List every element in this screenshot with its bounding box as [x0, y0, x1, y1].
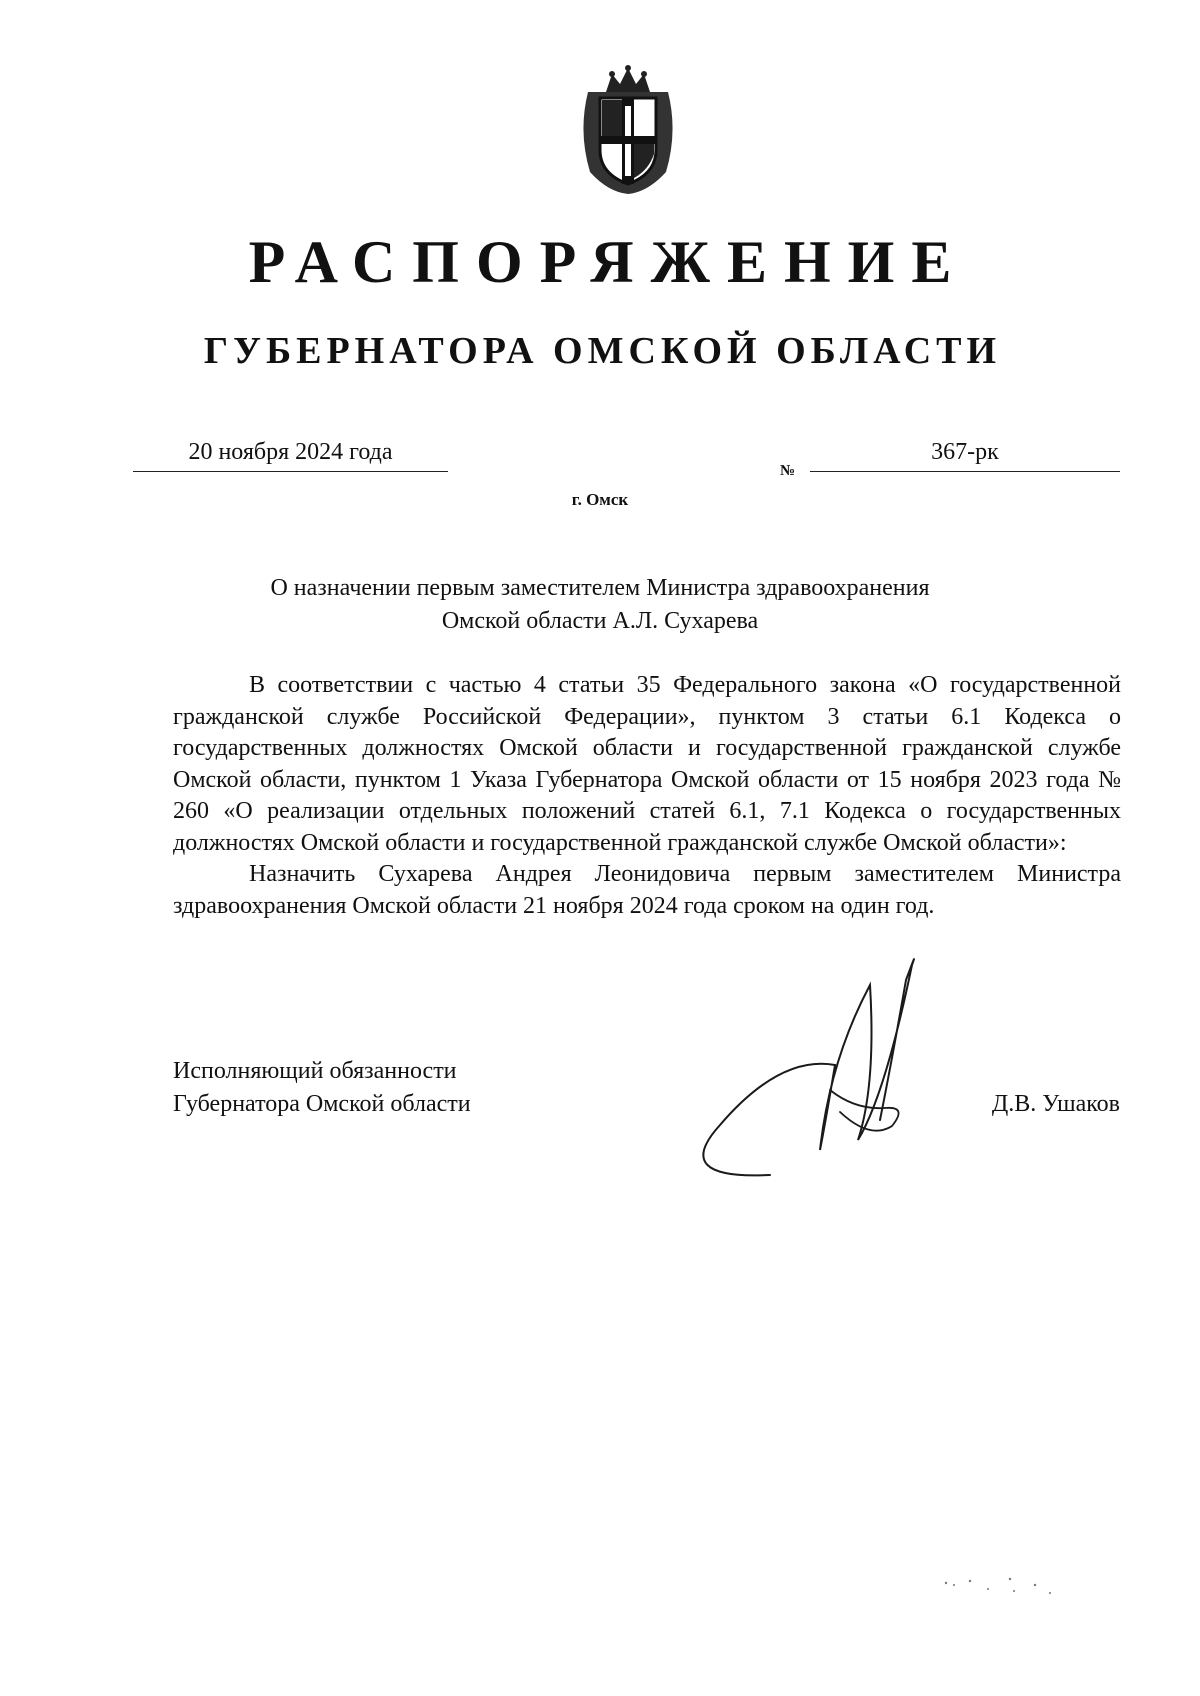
- number-label: №: [780, 463, 796, 479]
- document-body: [173, 670, 1121, 922]
- handwritten-signature-icon: [680, 940, 970, 1210]
- body-paragraph-1: В соответствии с частью 4 статьи 35 Федерального закона «О государственной гражданской службе Российской Федерации», пунктом 3 статьи 6.1 Кодекса о государственных должностях Омской области и государственной гражданской службе Омской области, пунктом 1 Указа Губернатора Омской области от 15 ноября 2023 года № 260 «О реализации отдельных положений статей 6.1, 7.1 Кодекса о государственных должностях Омской области и государственной гражданской службе Омской области»:: [173, 672, 1121, 856]
- signatory-position-line-2: Губернатора Омской области: [173, 1091, 471, 1117]
- document-number: 367-рк: [810, 438, 1120, 472]
- subject-line-2: Омской области А.Л. Сухарева: [441, 608, 759, 634]
- document-subtitle: ГУБЕРНАТОРА ОМСКОЙ ОБЛАСТИ: [203, 330, 1002, 372]
- signer-name: Д.В. Ушаков: [991, 1091, 1120, 1117]
- document-subject: [200, 572, 1000, 638]
- signatory-position: [173, 1055, 471, 1121]
- signatory-position-line-1: Исполняющий обязанности: [173, 1058, 457, 1084]
- body-paragraph-2: Назначить Сухарева Андрея Леонидовича первым заместителем Министра здравоохранения Омской области 21 ноября 2024 года сроком на один год.: [173, 861, 1121, 919]
- coat-of-arms-icon: [568, 62, 688, 197]
- document-title: РАСПОРЯЖЕНИЕ: [248, 229, 969, 295]
- subject-line-1: О назначении первым заместителем Министра здравоохранения: [270, 575, 930, 601]
- city-label: г. Омск: [571, 490, 629, 509]
- document-date: 20 ноября 2024 года: [133, 438, 448, 472]
- scan-noise-icon: [940, 1573, 1060, 1603]
